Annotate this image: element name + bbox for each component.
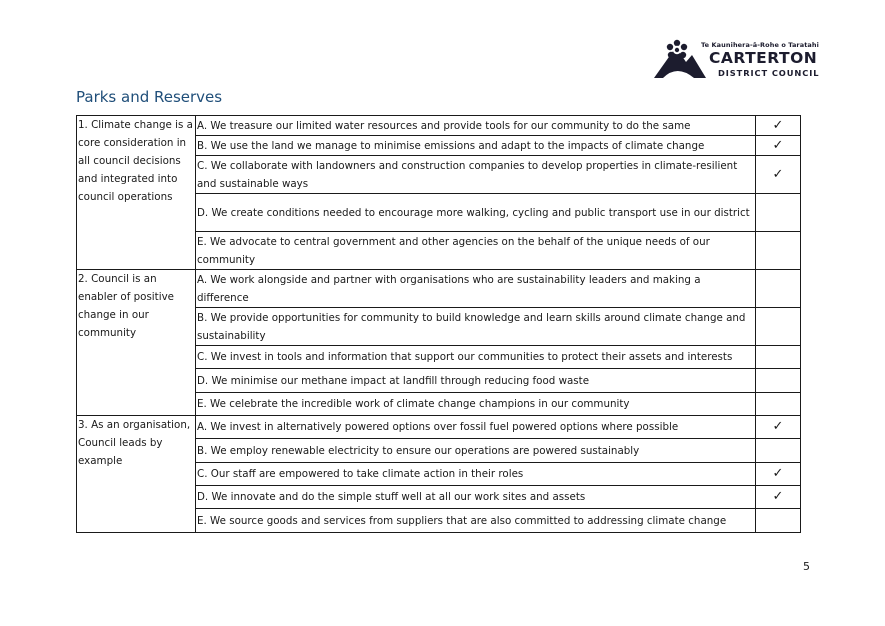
item-text-cell: D. We minimise our methane impact at landfill through reducing food waste (196, 369, 756, 393)
check-cell (756, 416, 801, 439)
check-cell (756, 156, 801, 194)
check-cell (756, 486, 801, 509)
item-text-cell: E. We source goods and services from suppliers that are also committed to addressing climate change (196, 509, 756, 533)
item-text-cell: D. We innovate and do the simple stuff well at all our work sites and assets (196, 486, 756, 509)
commitments-table (76, 115, 801, 533)
check-cell (756, 346, 801, 369)
item-text-cell: C. Our staff are empowered to take climate action in their roles (196, 463, 756, 486)
check-cell (756, 439, 801, 463)
table-row (77, 416, 801, 439)
category-cell: 3. As an organisation, Council leads by example (77, 416, 196, 533)
category-cell: 2. Council is an enabler of positive change in our community (77, 270, 196, 416)
item-text-cell: B. We provide opportunities for community to build knowledge and learn skills around climate change and sustainability (196, 308, 756, 346)
item-text-cell: E. We advocate to central government and other agencies on the behalf of the unique needs of our community (196, 232, 756, 270)
check-cell (756, 136, 801, 156)
check-cell (756, 463, 801, 486)
checkmark-icon: ✓ (772, 166, 784, 182)
item-text-cell: B. We employ renewable electricity to ensure our operations are powered sustainably (196, 439, 756, 463)
checkmark-icon: ✓ (772, 117, 784, 133)
item-text-cell: A. We work alongside and partner with organisations who are sustainability leaders and making a difference (196, 270, 756, 308)
check-cell (756, 194, 801, 232)
item-text-cell: A. We invest in alternatively powered options over fossil fuel powered options where possible (196, 416, 756, 439)
item-text-cell: D. We create conditions needed to encourage more walking, cycling and public transport use in our district (196, 194, 756, 232)
page-title: Parks and Reserves (76, 88, 223, 106)
check-cell (756, 393, 801, 416)
logo-council-name: CARTERTON (709, 49, 818, 67)
page-number: 5 (803, 560, 810, 573)
item-text-cell: E. We celebrate the incredible work of climate change champions in our community (196, 393, 756, 416)
checkmark-icon: ✓ (772, 419, 784, 434)
checkmark-icon: ✓ (772, 466, 784, 481)
council-emblem-icon (652, 38, 708, 80)
table-row (77, 116, 801, 136)
check-cell (756, 116, 801, 136)
check-cell (756, 509, 801, 533)
check-cell (756, 232, 801, 270)
item-text-cell: B. We use the land we manage to minimise emissions and adapt to the impacts of climate change (196, 136, 756, 156)
item-text-cell: A. We treasure our limited water resources and provide tools for our community to do the same (196, 116, 756, 136)
checkmark-icon: ✓ (772, 137, 784, 153)
council-logo (652, 38, 820, 82)
item-text-cell: C. We invest in tools and information that support our communities to protect their assets and interests (196, 346, 756, 369)
check-cell (756, 270, 801, 308)
checkmark-icon: ✓ (772, 489, 784, 504)
check-cell (756, 369, 801, 393)
logo-maori-name: Te Kaunihera-ā-Rohe o Taratahi (701, 41, 819, 49)
logo-council-subtitle: DISTRICT COUNCIL (718, 68, 820, 78)
item-text-cell: C. We collaborate with landowners and construction companies to develop properties in climate-resilient and sustainable ways (196, 156, 756, 194)
category-cell: 1. Climate change is a core consideration in all council decisions and integrated into council operations (77, 116, 196, 270)
check-cell (756, 308, 801, 346)
table-row (77, 270, 801, 308)
